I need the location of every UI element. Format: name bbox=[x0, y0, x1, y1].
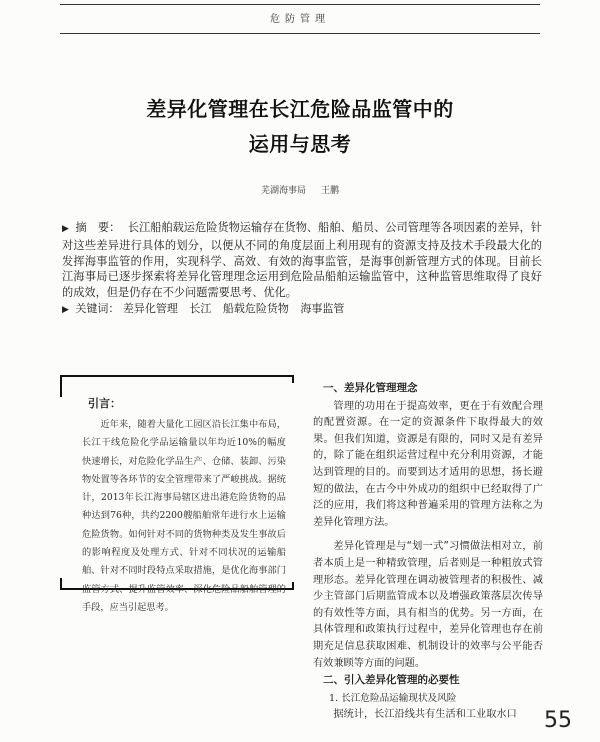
intro-title: 引言： bbox=[88, 397, 121, 410]
paragraph: 据统计，长江沿线共有生活和工业取水口 bbox=[333, 709, 517, 721]
page-number: 55 bbox=[544, 708, 572, 733]
keyword: 差异化管理 bbox=[122, 302, 178, 315]
keyword: 长江 bbox=[189, 302, 212, 315]
header-rule-bottom bbox=[60, 33, 540, 34]
abstract bbox=[62, 220, 542, 301]
header-section-title: 危防管理 bbox=[270, 14, 330, 25]
article-title-line2: 运用与思考 bbox=[248, 132, 352, 156]
right-column bbox=[313, 380, 543, 724]
author-line bbox=[0, 183, 600, 196]
abstract-label: 摘 要： bbox=[75, 221, 121, 234]
header-rule-top bbox=[60, 4, 540, 5]
sub-heading: 1. 长江危险品运输现状及风险 bbox=[329, 692, 457, 704]
bullet-icon: ▶ bbox=[62, 305, 69, 315]
intro-box-frame-top bbox=[60, 375, 292, 397]
intro-box bbox=[60, 375, 292, 613]
section-heading: 二、引入差异化管理的必要性 bbox=[323, 674, 460, 687]
abstract-text: 长江船舶载运危险货物运输存在货物、船舶、船员、公司管理等各项因素的差异，针对这些差异进行具体的划分，以便从不同的角度层面上利用现有的资源支持及技术手段最大化的发挥海事监管的作用，实现科学、高效、有效的海事监管，是海事创新管理方式的体现。目前长江海事局已逐步探索将差异化管理理念运用到危险品船舶运输监管中，这种监管思维取得了良好的成效，但是仍存在不少问题需要思考、优化。 bbox=[62, 221, 542, 300]
paragraph: 差异化管理是与“划一式”习惯做法相对立，前者本质上是一种精致管理，后者则是一种粗放式管理形态。差异化管理在调动被管理者的积极性、减少主管部门后期监管成本以及增强政策落层次传导的有效性等方面，具有相当的优势。另一方面，在具体管理和政策执行过程中，差异化管理也存在前期充足信息获取困难、机制设计的效率与公平能否有效兼顾等方面的问题。 bbox=[313, 541, 543, 669]
bullet-icon: ▶ bbox=[62, 224, 69, 234]
keyword: 船载危险货物 bbox=[222, 302, 289, 315]
keywords bbox=[62, 300, 542, 316]
section-heading: 一、差异化管理理念 bbox=[323, 382, 418, 394]
keywords-label: 关键词： bbox=[75, 302, 120, 315]
author-affiliation: 芜湖海事局 bbox=[261, 186, 307, 196]
article-title-line1: 差异化管理在长江危险品监管中的 bbox=[146, 97, 454, 121]
intro-text: 近年来，随着大量化工园区沿长江集中布局，长江干线危险化学品运输量以年均近10%的幅度快速增长，对危险化学品生产、仓储、装卸、污染物处置等各环节的安全管理带来了严峻挑战。据统计，2013年长江海事局辖区进出港危险货物的品种达到76种，共约2200艘船舶常年进行水上运输危险货物。如何针对不同的货物种类及发生事故后的影响程度及处理方式、针对不同状况的运输船舶、针对不同时段特点采取措施，是优化海事部门监管方式、提升监管效率、深化危险品船舶管理的手段，应当引起思考。 bbox=[82, 419, 286, 613]
author-name: 王鹏 bbox=[320, 186, 339, 196]
paragraph: 管理的功用在于提高效率，更在于有效配合理的配置资源。在一定的资源条件下取得最大的效果。但我们知道，资源是有限的，同时又是有差异的，除了能在组织运营过程中充分利用资源，才能达到管理的目的。而要到达才适用的思想，扬长避短的做法，在古今中外成功的组织中已经取得了广泛的应用，我们将这种普遍采用的管理方法称之为差异化管理方法。 bbox=[313, 400, 543, 528]
keyword: 海事监管 bbox=[300, 302, 345, 315]
